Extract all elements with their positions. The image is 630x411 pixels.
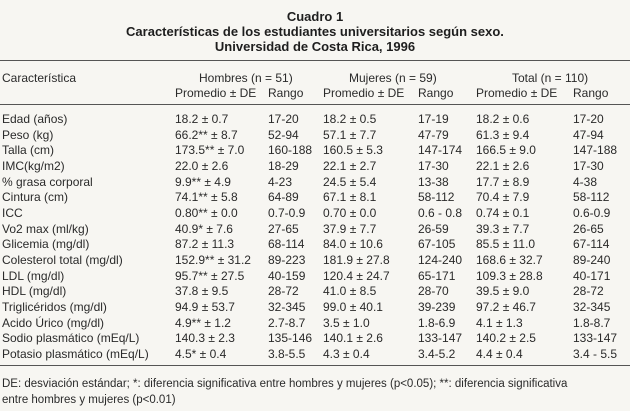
- cell-hombres-rango: 17-20: [268, 112, 299, 126]
- cell-total-rango: 3.4 - 5.5: [573, 347, 618, 362]
- header-promedio-mujeres: Promedio ± DE: [323, 86, 405, 100]
- top-rule: [0, 60, 630, 61]
- cell-mujeres-rango: 13-38: [418, 174, 449, 189]
- cell-row-label: Edad (años): [2, 112, 68, 126]
- cell-hombres-promedio: 9.9** ± 4.9: [175, 174, 231, 189]
- cell-hombres-rango: 64-89: [268, 190, 299, 205]
- cell-hombres-promedio: 74.1** ± 5.8: [175, 190, 238, 205]
- cell-mujeres-promedio: 22.1 ± 2.7: [323, 159, 377, 173]
- cell-row-label: Vo2 max (ml/kg): [2, 221, 89, 236]
- cell-total-promedio: 4.4 ± 0.4: [476, 347, 523, 362]
- cell-total-rango: 40-171: [573, 268, 611, 283]
- cell-mujeres-promedio: 24.5 ± 5.4: [323, 174, 377, 189]
- cell-mujeres-promedio: 67.1 ± 8.1: [323, 190, 377, 205]
- header-rango-mujeres: Rango: [418, 86, 454, 100]
- header-rango-hombres: Rango: [268, 86, 304, 100]
- cell-total-promedio: 0.74 ± 0.1: [476, 206, 530, 220]
- header-hombres: Hombres (n = 51): [199, 71, 293, 85]
- table-subtitle: Universidad de Costa Rica, 1996: [214, 39, 416, 54]
- cell-hombres-rango: 32-345: [268, 300, 306, 314]
- cell-total-rango: 58-112: [573, 190, 610, 205]
- cell-row-label: Acido Úrico (mg/dl): [2, 315, 105, 330]
- cell-hombres-promedio: 18.2 ± 0.7: [175, 112, 229, 126]
- cell-row-label: Cintura (cm): [2, 190, 69, 205]
- cell-hombres-rango: 4-23: [268, 174, 293, 189]
- cell-mujeres-promedio: 37.9 ± 7.7: [323, 221, 377, 236]
- cell-hombres-rango: 2.7-8.7: [268, 315, 306, 330]
- cell-hombres-promedio: 37.8 ± 9.5: [175, 284, 229, 299]
- cell-row-label: LDL (mg/dl): [2, 268, 65, 283]
- cell-total-promedio: 39.5 ± 9.0: [476, 284, 530, 299]
- cell-total-promedio: 166.5 ± 9.0: [476, 143, 536, 158]
- cell-mujeres-rango: 124-240: [418, 253, 463, 267]
- header-total: Total (n = 110): [512, 71, 589, 85]
- cell-total-rango: 17-30: [573, 159, 604, 173]
- cell-hombres-promedio: 66.2** ± 8.7: [175, 127, 238, 142]
- cell-hombres-promedio: 94.9 ± 53.7: [175, 300, 235, 314]
- cell-row-label: ICC: [2, 206, 23, 220]
- cell-mujeres-promedio: 140.1 ± 2.6: [323, 331, 383, 346]
- cell-mujeres-promedio: 99.0 ± 40.1: [323, 300, 383, 314]
- cell-hombres-rango: 160-188: [268, 143, 313, 158]
- cell-total-rango: 47-94: [573, 127, 604, 142]
- cell-total-promedio: 85.5 ± 11.0: [476, 237, 536, 252]
- cell-hombres-rango: 3.8-5.5: [268, 347, 306, 362]
- cell-mujeres-promedio: 84.0 ± 10.6: [323, 237, 383, 252]
- cell-row-label: IMC(kg/m2): [2, 159, 65, 173]
- cell-row-label: Talla (cm): [2, 143, 55, 158]
- cell-row-label: HDL (mg/dl): [2, 284, 67, 299]
- cell-hombres-rango: 27-65: [268, 221, 299, 236]
- cell-row-label: % grasa corporal: [2, 174, 93, 189]
- cell-hombres-rango: 68-114: [268, 237, 305, 252]
- cell-hombres-promedio: 0.80** ± 0.0: [175, 206, 238, 220]
- cell-hombres-rango: 0.7-0.9: [268, 206, 306, 220]
- cell-hombres-promedio: 4.5* ± 0.4: [175, 347, 227, 362]
- cell-mujeres-rango: 26-59: [418, 221, 449, 236]
- cell-row-label: Sodio plasmático (mEq/L): [2, 331, 140, 346]
- header-mujeres: Mujeres (n = 59): [349, 71, 437, 85]
- table-label: Cuadro 1: [286, 9, 344, 24]
- cell-total-rango: 26-65: [573, 221, 604, 236]
- cell-mujeres-rango: 17-19: [418, 112, 449, 126]
- cell-row-label: Triglicéridos (mg/dl): [2, 300, 107, 314]
- cell-mujeres-promedio: 18.2 ± 0.5: [323, 112, 377, 126]
- cell-hombres-promedio: 140.3 ± 2.3: [175, 331, 235, 346]
- cell-total-rango: 133-147: [573, 331, 618, 346]
- cell-total-promedio: 61.3 ± 9.4: [476, 127, 530, 142]
- cell-total-rango: 28-72: [573, 284, 604, 299]
- cell-mujeres-promedio: 3.5 ± 1.0: [323, 315, 370, 330]
- cell-mujeres-rango: 133-147: [418, 331, 463, 346]
- cell-mujeres-rango: 65-171: [418, 268, 456, 283]
- cell-hombres-rango: 135-146: [268, 331, 313, 346]
- cell-mujeres-rango: 28-70: [418, 284, 449, 299]
- cell-mujeres-rango: 58-112: [418, 190, 455, 205]
- header-promedio-hombres: Promedio ± DE: [175, 86, 257, 100]
- cell-total-promedio: 70.4 ± 7.9: [476, 190, 530, 205]
- cell-mujeres-promedio: 181.9 ± 27.8: [323, 253, 390, 267]
- cell-hombres-promedio: 22.0 ± 2.6: [175, 159, 229, 173]
- footnote-line-2: entre hombres y mujeres (p<0.01): [2, 394, 176, 406]
- cell-total-rango: 32-345: [573, 300, 611, 314]
- cell-total-promedio: 168.6 ± 32.7: [476, 253, 543, 267]
- cell-mujeres-rango: 3.4-5.2: [418, 347, 456, 362]
- cell-mujeres-promedio: 0.70 ± 0.0: [323, 206, 377, 220]
- cell-total-promedio: 18.2 ± 0.6: [476, 112, 530, 126]
- header-rule: [0, 104, 630, 105]
- cell-mujeres-rango: 1.8-6.9: [418, 315, 456, 330]
- cell-mujeres-rango: 39-239: [418, 300, 456, 314]
- footnote-line-1: DE: desviación estándar; *: diferencia significativa entre hombres y mujeres (p<0.05); **: diferencia significativa: [2, 378, 568, 390]
- cell-hombres-rango: 28-72: [268, 284, 299, 299]
- cell-hombres-promedio: 87.2 ± 11.3: [175, 237, 235, 252]
- cell-row-label: Peso (kg): [2, 127, 54, 142]
- cell-total-rango: 67-114: [573, 237, 610, 252]
- cell-mujeres-promedio: 41.0 ± 8.5: [323, 284, 377, 299]
- cell-hombres-rango: 52-94: [268, 127, 299, 142]
- cell-hombres-rango: 40-159: [268, 268, 306, 283]
- cell-hombres-promedio: 95.7** ± 27.5: [175, 268, 245, 283]
- cell-mujeres-rango: 0.6 - 0.8: [418, 206, 463, 220]
- cell-total-rango: 1.8-8.7: [573, 315, 611, 330]
- cell-total-promedio: 97.2 ± 46.7: [476, 300, 536, 314]
- cell-row-label: Glicemia (mg/dl): [2, 237, 90, 252]
- cell-row-label: Colesterol total (mg/dl): [2, 253, 123, 267]
- cell-hombres-promedio: 152.9** ± 31.2: [175, 253, 251, 267]
- cell-total-promedio: 17.7 ± 8.9: [476, 174, 530, 189]
- cell-mujeres-rango: 67-105: [418, 237, 456, 252]
- cell-mujeres-promedio: 120.4 ± 24.7: [323, 268, 390, 283]
- cell-total-rango: 89-240: [573, 253, 611, 267]
- bottom-rule: [0, 365, 630, 366]
- cell-mujeres-promedio: 160.5 ± 5.3: [323, 143, 383, 158]
- header-caracteristica: Característica: [2, 71, 77, 85]
- cell-mujeres-rango: 17-30: [418, 159, 449, 173]
- cell-hombres-promedio: 173.5** ± 7.0: [175, 143, 245, 158]
- cell-row-label: Potasio plasmático (mEq/L): [2, 347, 149, 362]
- cell-mujeres-rango: 47-79: [418, 127, 449, 142]
- cell-mujeres-promedio: 57.1 ± 7.7: [323, 127, 377, 142]
- cell-total-promedio: 4.1 ± 1.3: [476, 315, 523, 330]
- cell-mujeres-promedio: 4.3 ± 0.4: [323, 347, 370, 362]
- header-rango-total: Rango: [573, 86, 609, 100]
- cell-total-rango: 147-188: [573, 143, 618, 158]
- cell-total-rango: 17-20: [573, 112, 604, 126]
- cell-total-promedio: 22.1 ± 2.6: [476, 159, 530, 173]
- cell-total-promedio: 109.3 ± 28.8: [476, 268, 543, 283]
- cell-hombres-promedio: 40.9* ± 7.6: [175, 221, 233, 236]
- cell-total-rango: 4-38: [573, 174, 598, 189]
- cell-hombres-promedio: 4.9** ± 1.2: [175, 315, 231, 330]
- cell-total-promedio: 39.3 ± 7.7: [476, 221, 530, 236]
- cell-hombres-rango: 89-223: [268, 253, 306, 267]
- cell-total-rango: 0.6-0.9: [573, 206, 611, 220]
- header-promedio-total: Promedio ± DE: [476, 86, 558, 100]
- cell-total-promedio: 140.2 ± 2.5: [476, 331, 536, 346]
- table-title: Características de los estudiantes universitarios según sexo.: [126, 24, 504, 39]
- cell-hombres-rango: 18-29: [268, 159, 299, 173]
- cell-mujeres-rango: 147-174: [418, 143, 463, 158]
